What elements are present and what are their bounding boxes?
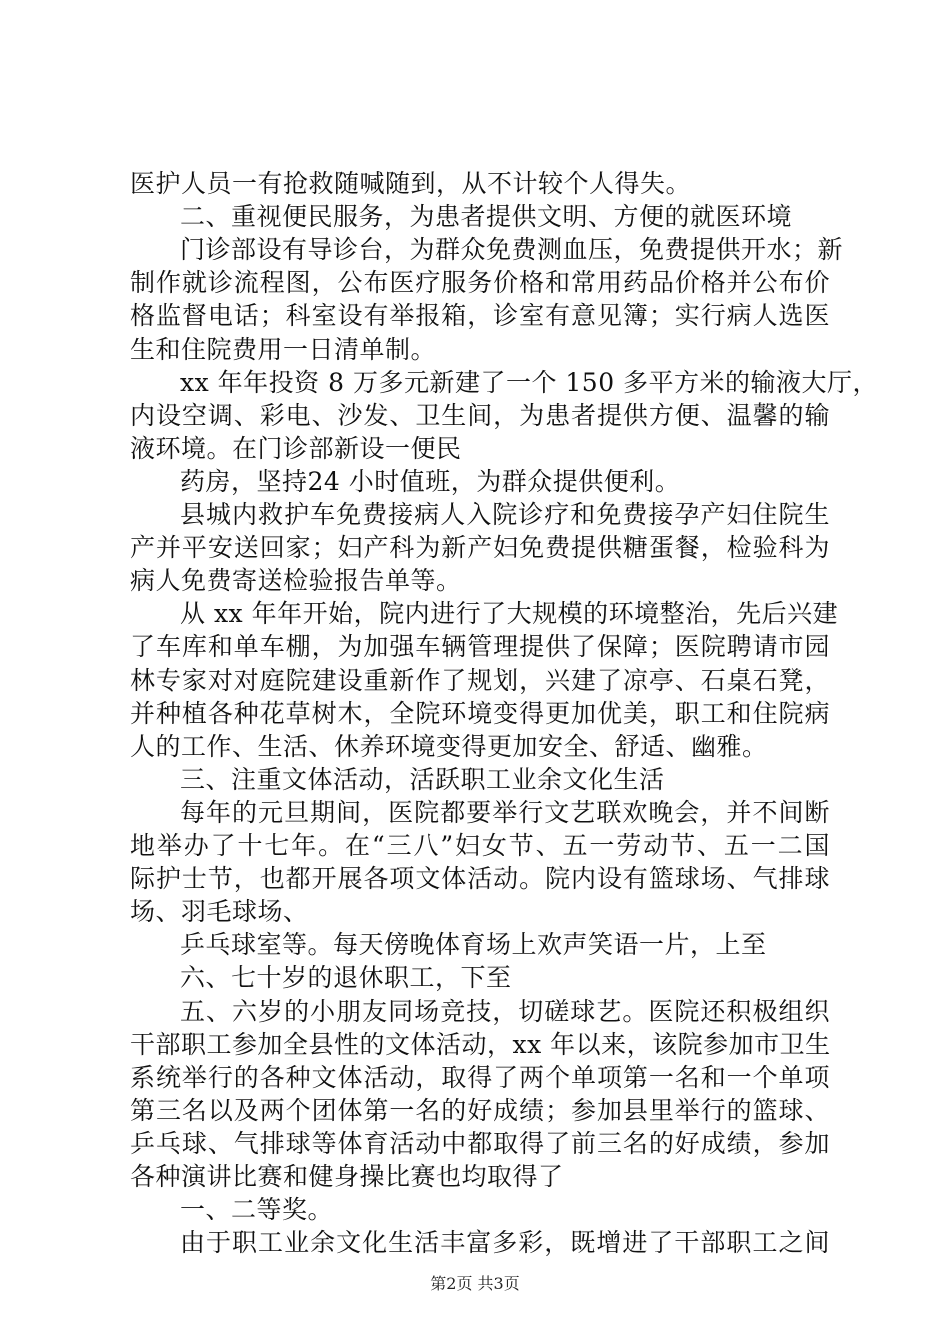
text-line: 每年的元旦期间，医院都要举行文艺联欢晚会，并不间断 (180, 798, 830, 827)
text-line: 医护人员一有抢救随喊随到，从不计较个人得失。 (130, 169, 692, 198)
text-line: 人的工作、生活、休养环境变得更加安全、舒适、幽雅。 (130, 732, 768, 761)
text-line: 并种植各种花草树木，全院环境变得更加优美，职工和住院病 (130, 699, 830, 728)
text-line: 县城内救护车免费接病人入院诊疗和免费接孕产妇住院生 (180, 500, 830, 529)
page-number-footer: 第2页 共3页 (430, 1274, 520, 1293)
text-line: 林专家对对庭院建设重新作了规划，兴建了凉亭、石桌石凳， (130, 666, 830, 695)
text-line: 一、二等奖。 (180, 1195, 334, 1224)
text-line: 各种演讲比赛和健身操比赛也均取得了 (130, 1162, 564, 1191)
text-line: 液环境。在门诊部新设一便民 (130, 434, 462, 463)
text-line: 际护士节，也都开展各项文体活动。院内设有篮球场、气排球 (130, 864, 830, 893)
text-line: 了车库和单车棚，为加强车辆管理提供了保障；医院聘请市园 (130, 632, 830, 661)
text-line: 生和住院费用一日清单制。 (130, 335, 437, 364)
text-line: xx 年年投资 8 万多元新建了一个 150 多平方米的输液大厅， (180, 368, 879, 397)
text-line: 药房，坚持24 小时值班，为群众提供便利。 (180, 467, 681, 496)
text-line: 产并平安送回家；妇产科为新产妇免费提供糖蛋餐，检验科为 (130, 533, 830, 562)
text-line: 病人免费寄送检验报告单等。 (130, 566, 462, 595)
text-line: 场、羽毛球场、 (130, 897, 309, 926)
text-line: 乒乓球、气排球等体育活动中都取得了前三名的好成绩，参加 (130, 1129, 830, 1158)
text-line: 五、六岁的小朋友同场竞技，切磋球艺。医院还积极组织 (180, 997, 830, 1026)
text-line: 六、七十岁的退休职工，下至 (180, 963, 512, 992)
text-line: 第三名以及两个团体第一名的好成绩；参加县里举行的篮球、 (130, 1096, 830, 1125)
section-heading: 三、注重文体活动，活跃职工业余文化生活 (180, 765, 665, 794)
text-line: 内设空调、彩电、沙发、卫生间，为患者提供方便、温馨的输 (130, 401, 830, 430)
text-line: 制作就诊流程图，公布医疗服务价格和常用药品价格并公布价 (130, 268, 830, 297)
text-line: 地举办了十七年。在“三八”妇女节、五一劳动节、五一二国 (130, 831, 830, 860)
text-line: 干部职工参加全县性的文体活动，xx 年以来，该院参加市卫生 (130, 1030, 831, 1059)
text-line: 系统举行的各种文体活动，取得了两个单项第一名和一个单项 (130, 1063, 830, 1092)
text-line: 格监督电话；科室设有举报箱，诊室有意见簿；实行病人选医 (130, 301, 830, 330)
text-line: 门诊部设有导诊台，为群众免费测血压，免费提供开水；新 (180, 235, 844, 264)
text-line: 从 xx 年年开始，院内进行了大规模的环境整治，先后兴建 (180, 599, 839, 628)
text-line: 乒乓球室等。每天傍晚体育场上欢声笑语一片，上至 (180, 930, 767, 959)
section-heading: 二、重视便民服务，为患者提供文明、方便的就医环境 (180, 202, 793, 231)
text-line: 由于职工业余文化生活丰富多彩，既增进了干部职工之间 (180, 1228, 830, 1257)
